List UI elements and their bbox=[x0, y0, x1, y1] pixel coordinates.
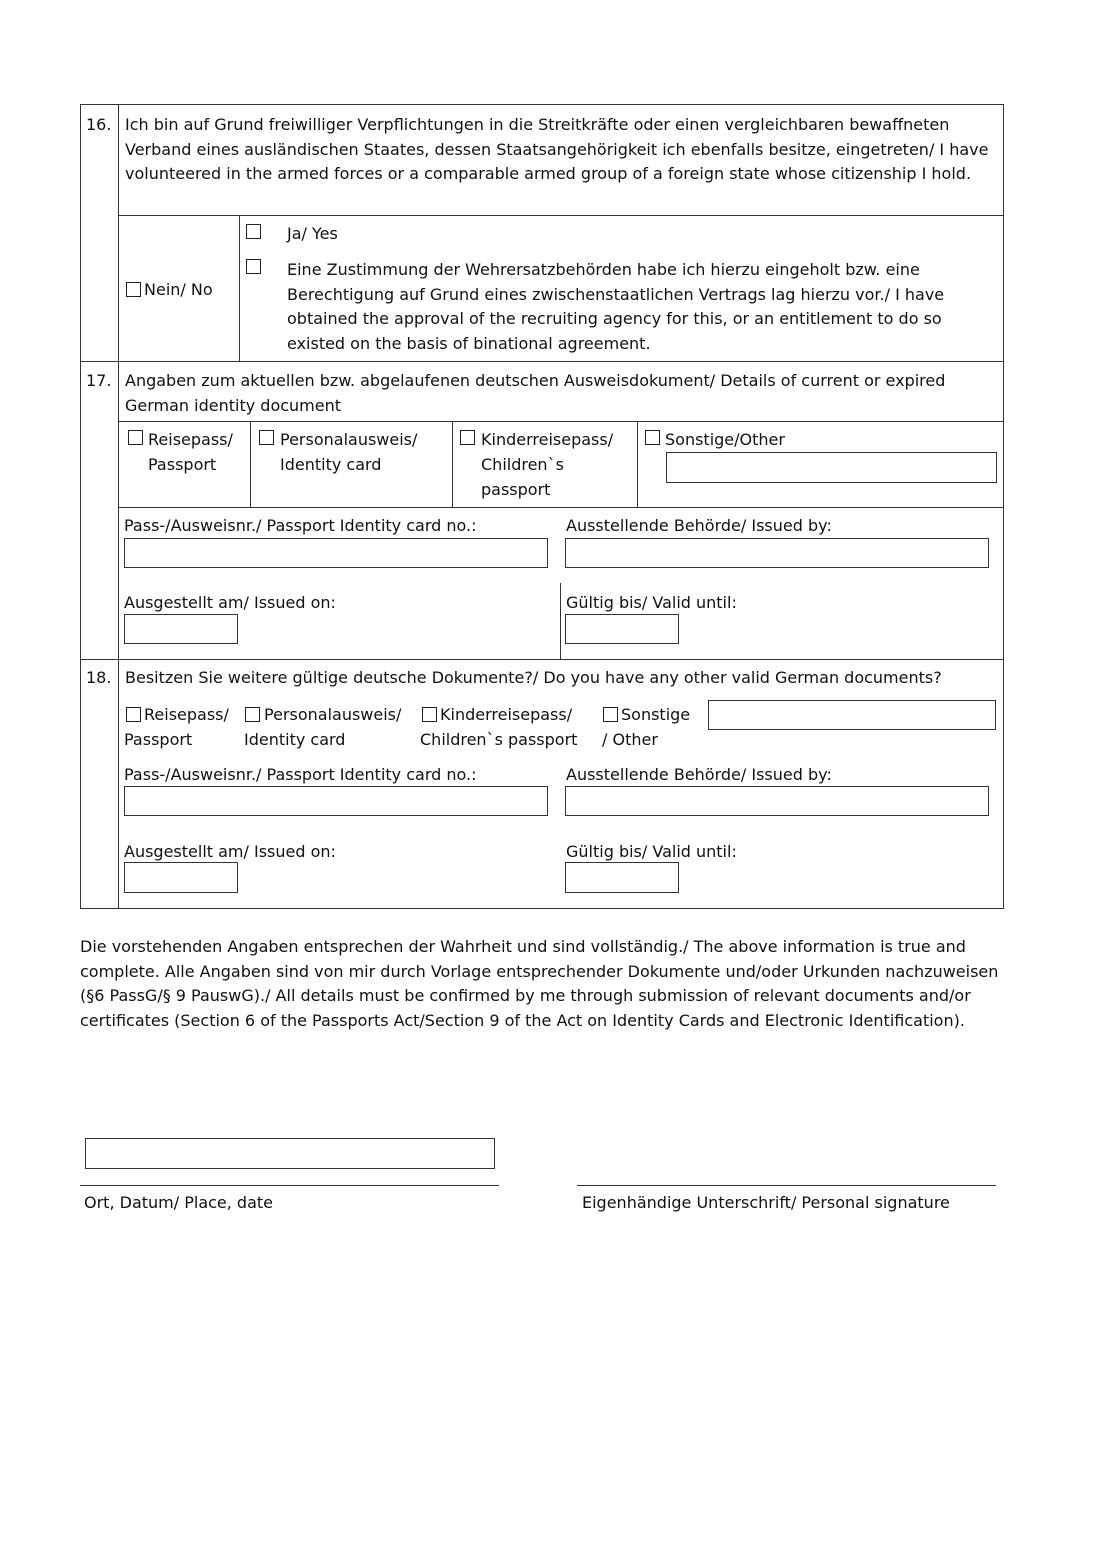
option-identity-card-18-line1: Personalausweis/ bbox=[264, 705, 402, 724]
other-document-input-18[interactable] bbox=[708, 700, 996, 730]
valid-until-input-18[interactable] bbox=[565, 862, 679, 893]
other-document-input[interactable] bbox=[666, 452, 997, 483]
valid-until-input[interactable] bbox=[565, 614, 679, 644]
issuing-authority-label-18: Ausstellende Behörde/ Issued by: bbox=[566, 765, 832, 784]
issuing-authority-input[interactable] bbox=[565, 538, 989, 568]
checkbox-yes[interactable] bbox=[246, 224, 261, 239]
option-identity-card-18-line2: Identity card bbox=[244, 730, 346, 749]
label-no: Nein/ No bbox=[144, 280, 213, 299]
issued-on-input[interactable] bbox=[124, 614, 238, 644]
checkbox-identity-card-18[interactable] bbox=[245, 707, 260, 722]
place-date-line bbox=[80, 1185, 499, 1186]
checkbox-approval[interactable] bbox=[246, 259, 261, 274]
section-16-question: Ich bin auf Grund freiwilliger Verpflichtungen in die Streitkräfte oder einen vergleichbaren bewaffneten Verband eines ausländischen Staates, dessen Staatsangehörigkeit ich ebenfalls besitze, eingetreten/ I have volunteered in the armed forces or a comparable armed group of a foreign state whose citizenship I hold. bbox=[125, 115, 989, 183]
issuing-authority-label: Ausstellende Behörde/ Issued by: bbox=[566, 516, 832, 535]
section-18-question: Besitzen Sie weitere gültige deutsche Dokumente?/ Do you have any other valid German documents? bbox=[125, 668, 942, 687]
signature-label: Eigenhändige Unterschrift/ Personal signature bbox=[582, 1193, 950, 1212]
signature-line bbox=[577, 1185, 996, 1186]
passport-number-input[interactable] bbox=[124, 538, 548, 568]
option-children-passport-line3: passport bbox=[481, 480, 551, 499]
checkbox-other[interactable] bbox=[645, 430, 660, 445]
place-date-label: Ort, Datum/ Place, date bbox=[84, 1193, 274, 1212]
section-number: 18. bbox=[86, 668, 112, 687]
declaration-text: Die vorstehenden Angaben entsprechen der Wahrheit und sind vollständig./ The above information is true and complete. Alle Angaben sind von mir durch Vorlage entsprechender Dokumente und/oder Urkunden nachzuweisen (§6 PassG/§ 9 PauswG)./ All details must be confirmed by me through submission of relevant documents and/or certificates (Section 6 of the Passports Act/Section 9 of the Act on Identity Cards and Electronic Identification). bbox=[80, 937, 999, 1030]
section-number: 17. bbox=[86, 371, 112, 390]
checkbox-passport[interactable] bbox=[128, 430, 143, 445]
option-identity-card-line2: Identity card bbox=[280, 455, 382, 474]
checkbox-children-passport[interactable] bbox=[460, 430, 475, 445]
valid-until-label: Gültig bis/ Valid until: bbox=[566, 593, 737, 612]
option-other-label: Sonstige/Other bbox=[665, 430, 785, 449]
option-identity-card-line1: Personalausweis/ bbox=[280, 430, 418, 449]
option-passport-line1: Reisepass/ bbox=[148, 430, 233, 449]
issued-on-label-18: Ausgestellt am/ Issued on: bbox=[124, 842, 336, 861]
valid-until-label-18: Gültig bis/ Valid until: bbox=[566, 842, 737, 861]
checkbox-no[interactable] bbox=[126, 282, 141, 297]
checkbox-children-passport-18[interactable] bbox=[422, 707, 437, 722]
option-passport-line2: Passport bbox=[148, 455, 217, 474]
option-children-passport-line2: Children`s bbox=[481, 455, 564, 474]
issued-on-input-18[interactable] bbox=[124, 862, 238, 893]
option-children-passport-line1: Kinderreisepass/ bbox=[481, 430, 614, 449]
option-children-passport-18-line2: Children`s passport bbox=[420, 730, 578, 749]
checkbox-passport-18[interactable] bbox=[126, 707, 141, 722]
option-other-18-line2: / Other bbox=[602, 730, 658, 749]
place-date-input[interactable] bbox=[85, 1138, 495, 1169]
label-yes: Ja/ Yes bbox=[287, 224, 338, 243]
checkbox-other-18[interactable] bbox=[603, 707, 618, 722]
option-children-passport-18-line1: Kinderreisepass/ bbox=[440, 705, 573, 724]
label-approval: Eine Zustimmung der Wehrersatzbehörden habe ich hierzu eingeholt bzw. eine Berechtigung auf Grund eines zwischenstaatlichen Vertrags lag hierzu vor./ I have obtained the approval of the recruiting agency for this, or an entitlement to do so existed on the basis of binational agreement. bbox=[287, 260, 945, 353]
issued-on-label: Ausgestellt am/ Issued on: bbox=[124, 593, 336, 612]
option-other-18-line1: Sonstige bbox=[621, 705, 691, 724]
section-number: 16. bbox=[86, 115, 112, 134]
section-17-question: Angaben zum aktuellen bzw. abgelaufenen deutschen Ausweisdokument/ Details of current or expired German identity document bbox=[125, 371, 946, 415]
issuing-authority-input-18[interactable] bbox=[565, 786, 989, 816]
checkbox-identity-card[interactable] bbox=[259, 430, 274, 445]
passport-number-label: Pass-/Ausweisnr./ Passport Identity card no.: bbox=[124, 516, 477, 535]
option-passport-18-line1: Reisepass/ bbox=[144, 705, 229, 724]
passport-number-label-18: Pass-/Ausweisnr./ Passport Identity card no.: bbox=[124, 765, 477, 784]
passport-number-input-18[interactable] bbox=[124, 786, 548, 816]
option-passport-18-line2: Passport bbox=[124, 730, 193, 749]
